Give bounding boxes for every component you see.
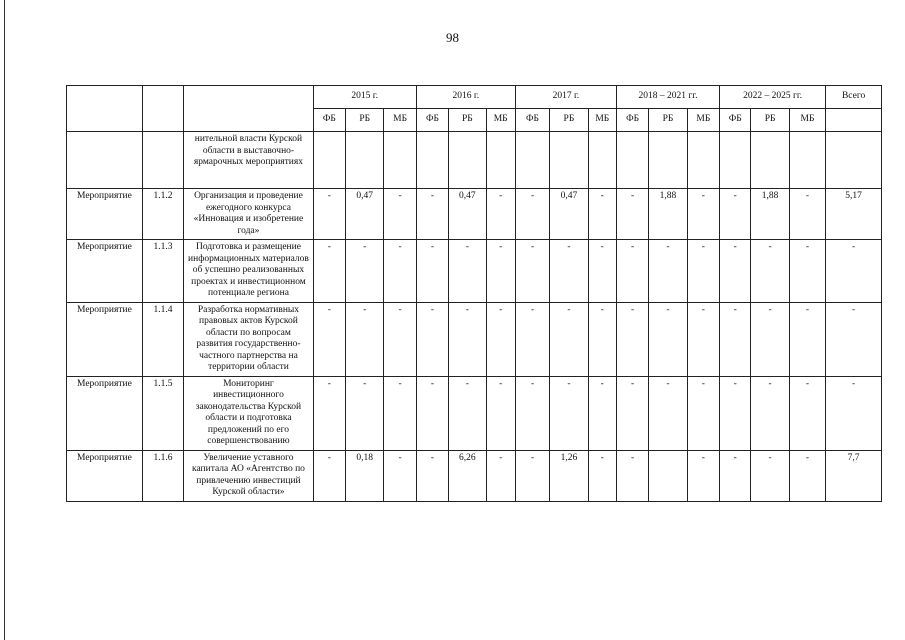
row-value-cell: - <box>687 450 719 501</box>
header-budget-type: ФБ <box>313 109 345 132</box>
header-budget-type: РБ <box>449 109 486 132</box>
row-value-cell: - <box>515 240 549 303</box>
header-budget-type: РБ <box>346 109 384 132</box>
row-value-cell: - <box>384 240 416 303</box>
header-budget-type: ФБ <box>515 109 549 132</box>
row-value-cell: - <box>588 376 616 450</box>
row-value-cell: - <box>416 189 448 240</box>
header-total-sub <box>826 109 882 132</box>
row-total: 5,17 <box>826 189 882 240</box>
header-type <box>67 86 143 132</box>
row-value-cell: - <box>789 450 825 501</box>
row-value-cell: - <box>588 302 616 376</box>
row-value-cell: - <box>616 450 648 501</box>
row-value-cell: - <box>588 450 616 501</box>
row-code: 1.1.6 <box>142 450 183 501</box>
row-value-cell: - <box>384 189 416 240</box>
header-code <box>142 86 183 132</box>
row-value-cell: - <box>649 376 687 450</box>
header-budget-type: МБ <box>789 109 825 132</box>
row-value-cell: - <box>550 302 588 376</box>
table-row <box>67 302 882 376</box>
row-value-cell: - <box>515 376 549 450</box>
header-budget-type: РБ <box>751 109 789 132</box>
row-value-cell: - <box>687 240 719 303</box>
header-total: Всего <box>826 86 882 109</box>
row-value-cell: - <box>384 302 416 376</box>
table-row <box>67 450 882 501</box>
row-value-cell: - <box>550 376 588 450</box>
continued-description: нительной власти Курской области в выставочно-ярмарочных мероприятиях <box>184 132 313 189</box>
row-value-cell: - <box>751 376 789 450</box>
row-value-cell: - <box>649 302 687 376</box>
row-value-cell: - <box>515 450 549 501</box>
row-value-cell: - <box>720 240 751 303</box>
row-description: Мониторинг инвестиционного законодательства Курской области и подготовка предложений по его совершенствованию <box>184 376 313 450</box>
row-value-cell: - <box>789 376 825 450</box>
row-value-cell: - <box>313 376 345 450</box>
row-value-cell: - <box>588 189 616 240</box>
continued-type-cell <box>67 132 143 189</box>
header-description <box>184 86 313 132</box>
budget-table <box>66 85 882 502</box>
row-value-cell: - <box>416 450 448 501</box>
header-year-2016: 2016 г. <box>416 86 515 109</box>
row-total: - <box>826 376 882 450</box>
row-value-cell: 1,88 <box>751 189 789 240</box>
row-total: 7,7 <box>826 450 882 501</box>
row-value-cell: - <box>346 376 384 450</box>
table-row <box>67 240 882 303</box>
header-budget-type: МБ <box>384 109 416 132</box>
header-budget-type: МБ <box>687 109 719 132</box>
table-row <box>67 376 882 450</box>
row-value-cell: 0,47 <box>449 189 486 240</box>
row-total: - <box>826 240 882 303</box>
row-value-cell: - <box>616 189 648 240</box>
row-value-cell: - <box>313 302 345 376</box>
row-value-cell: - <box>486 450 515 501</box>
row-value-cell: - <box>751 450 789 501</box>
row-total: - <box>826 302 882 376</box>
row-value-cell: - <box>687 189 719 240</box>
row-code: 1.1.5 <box>142 376 183 450</box>
row-value-cell: - <box>616 302 648 376</box>
row-value-cell: - <box>687 376 719 450</box>
row-value-cell: - <box>346 240 384 303</box>
table-row <box>67 189 882 240</box>
header-year-2017: 2017 г. <box>515 86 616 109</box>
header-budget-type: МБ <box>588 109 616 132</box>
row-value-cell: - <box>486 240 515 303</box>
row-value-cell: 0,47 <box>550 189 588 240</box>
row-value-cell: - <box>384 376 416 450</box>
row-value-cell: 1,26 <box>550 450 588 501</box>
row-value-cell: - <box>789 240 825 303</box>
header-budget-type: МБ <box>486 109 515 132</box>
row-code: 1.1.2 <box>142 189 183 240</box>
row-code: 1.1.4 <box>142 302 183 376</box>
table-row-continued <box>67 132 882 189</box>
row-value-cell: - <box>720 189 751 240</box>
row-value-cell: - <box>649 240 687 303</box>
row-value-cell: 1,88 <box>649 189 687 240</box>
row-description: Организация и проведение ежегодного конкурса «Инновация и изобретение года» <box>184 189 313 240</box>
row-type: Мероприятие <box>67 450 143 501</box>
row-value-cell: - <box>789 302 825 376</box>
row-value-cell: - <box>416 376 448 450</box>
row-value-cell: 0,47 <box>346 189 384 240</box>
header-year-2015: 2015 г. <box>313 86 416 109</box>
row-type: Мероприятие <box>67 189 143 240</box>
row-value-cell: - <box>720 302 751 376</box>
header-budget-type: РБ <box>550 109 588 132</box>
row-value-cell: - <box>346 302 384 376</box>
row-value-cell: - <box>720 450 751 501</box>
row-value-cell: - <box>416 302 448 376</box>
header-budget-type: ФБ <box>416 109 448 132</box>
row-value-cell: - <box>720 376 751 450</box>
row-value-cell: - <box>449 240 486 303</box>
header-year-2018-2021: 2018 – 2021 гг. <box>616 86 719 109</box>
header-budget-type: РБ <box>649 109 687 132</box>
row-value-cell: - <box>313 189 345 240</box>
row-value-cell: - <box>486 189 515 240</box>
row-value-cell: - <box>751 302 789 376</box>
row-value-cell: - <box>449 376 486 450</box>
row-value-cell: - <box>486 376 515 450</box>
row-value-cell: 6,26 <box>449 450 486 501</box>
continued-code-cell <box>142 132 183 189</box>
row-description: Разработка нормативных правовых актов Курской области по вопросам развития государственно-частного партнерства на территории области <box>184 302 313 376</box>
row-value-cell: - <box>313 450 345 501</box>
row-type: Мероприятие <box>67 240 143 303</box>
row-value-cell: - <box>550 240 588 303</box>
row-value-cell: - <box>616 240 648 303</box>
header-year-2022-2025: 2022 – 2025 гг. <box>720 86 826 109</box>
row-value-cell: - <box>313 240 345 303</box>
row-value-cell: - <box>789 189 825 240</box>
row-value-cell: - <box>515 189 549 240</box>
row-value-cell <box>649 450 687 501</box>
row-value-cell: - <box>416 240 448 303</box>
row-value-cell: - <box>588 240 616 303</box>
row-code: 1.1.3 <box>142 240 183 303</box>
row-description: Подготовка и размещение информационных материалов об успешно реализованных проектах и инвестиционном потенциале региона <box>184 240 313 303</box>
page-number: 98 <box>446 30 459 45</box>
row-value-cell: 0,18 <box>346 450 384 501</box>
row-value-cell: - <box>486 302 515 376</box>
row-type: Мероприятие <box>67 302 143 376</box>
row-value-cell: - <box>449 302 486 376</box>
page-left-border <box>4 0 5 640</box>
row-value-cell: - <box>515 302 549 376</box>
row-value-cell: - <box>687 302 719 376</box>
row-description: Увеличение уставного капитала АО «Агентство по привлечению инвестиций Курской области» <box>184 450 313 501</box>
row-type: Мероприятие <box>67 376 143 450</box>
header-row-years <box>67 86 882 109</box>
header-budget-type: ФБ <box>720 109 751 132</box>
row-value-cell: - <box>384 450 416 501</box>
table-body <box>67 132 882 502</box>
row-value-cell: - <box>751 240 789 303</box>
row-value-cell: - <box>616 376 648 450</box>
header-budget-type: ФБ <box>616 109 648 132</box>
